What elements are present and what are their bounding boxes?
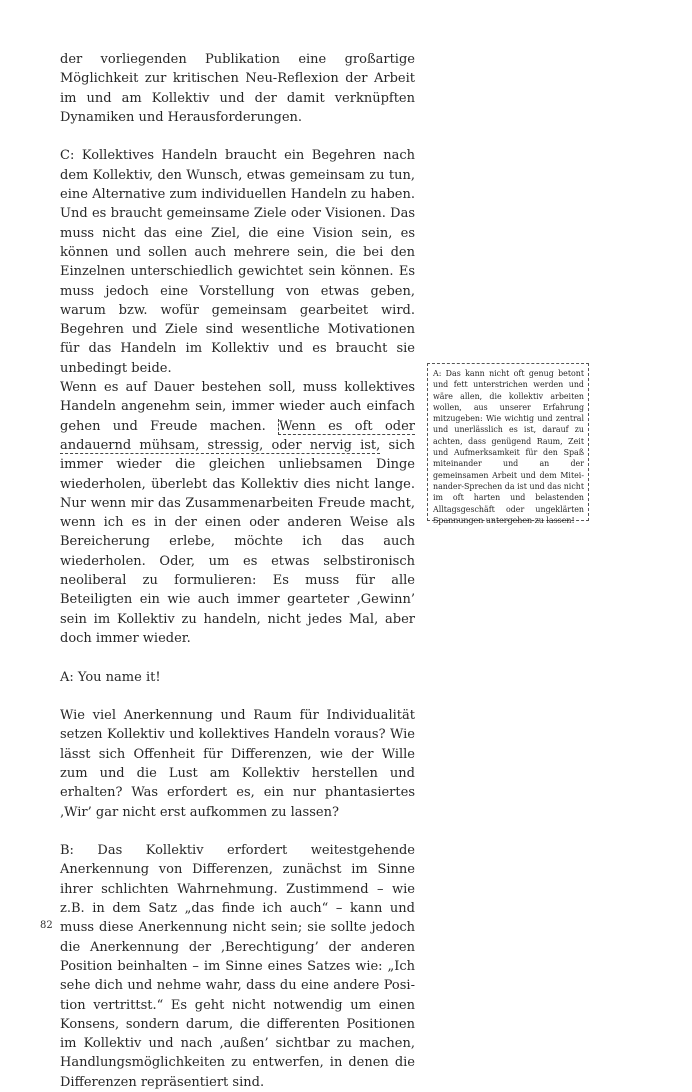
paragraph-intro-continuation: der vorliegenden Publikation eine großartige Möglichkeit zur kritischen Neu-Reflexion der Arbeit im und am Kollektiv und der damit verknüpften Dynamiken und Herausforderungen.: [60, 52, 415, 125]
paragraph-question: Wie viel Anerkennung und Raum für Individualität setzen Kollektiv und kollektives Handeln voraus? Wie lässt sich Offenheit für Differenzen, wie der Wille zum und die Lust am Kollektiv herstellen und erhalten? Was erfordert es, ein nur phantasiertes ‚Wir’ gar nicht erst aufkommen zu lassen?: [60, 708, 415, 820]
paragraph-gap: [60, 648, 415, 667]
paragraph-a-you-name-it: A: You name it!: [60, 669, 161, 685]
main-text-column: [60, 50, 415, 1092]
paragraph-text: Wenn es auf Dauer bestehen soll, muss kollektives Handeln angenehm sein, immer wieder auch einfach gehen und Freude machen.: [60, 380, 415, 434]
paragraph-gap: [60, 127, 415, 146]
margin-note: A: Das kann nicht oft genug betont und fett unterstrichen werden und wäre allen, die kollektiv arbeiten wollen, aus unserer Erfahrung mitzugeben: Wie wichtig und zentral und unerlässlich es ist, darauf zu achten, dass genügend Raum, Zeit und Aufmerksamkeit für den Spaß miteinander und an der gemeinsamen Arbeit und dem Miteinander-Sprechen da ist und das nicht im oft harten und belastenden Alltagsgeschäft oder ungeklärten Spannungen untergehen zu lassen!: [427, 363, 589, 521]
paragraph-gap: [60, 822, 415, 841]
paragraph-c-collective-action: C: Kollektives Handeln braucht ein Begehren nach dem Kollektiv, den Wunsch, etwas gemeinsam zu tun, eine Alternative zum individuellen Handeln zu haben. Und es braucht gemeinsame Ziele oder Visionen. Das muss nicht das eine Ziel, die eine Vision sein, es können und sollen auch mehrere sein, die bei den Einzelnen unterschiedlich gewichtet sein können. Es muss jedoch eine Vorstellung von etwas geben, warum bzw. wofür gemeinsam gearbeitet wird. Begehren und Ziele sind wesentliche Motivationen für das Handeln im Kollektiv und es braucht sie unbedingt beide.: [60, 148, 415, 376]
paragraph-text: sich immer wieder die gleichen unliebsamen Dinge wiederholen, überlebt das Kollektiv dies nicht lange. Nur wenn mir das Zusammenarbeiten Freude macht, wenn ich es in der einen oder anderen Weise als Bereicherung erlebe, möchte ich das auch wiederholen. Oder, um es etwas selbstironisch neoliberal zu formulieren: Es muss für alle Beteiligten ein wie auch immer gearteter ‚Gewinn’ sein im Kollektiv zu handeln, nicht jedes Mal, aber doch immer wieder.: [60, 437, 415, 646]
highlighted-passage: Wenn es oft oder andauernd mühsam, stressig, oder nervig ist,: [60, 418, 416, 453]
paragraph-joy-in-collective: [60, 378, 415, 648]
paragraph-b-recognition: B: Das Kollektiv erfordert weitestgehende Anerkennung von Differenzen, zunächst im Sinne ihrer schlichten Wahrnehmung. Zustimmend – wie z.B. in dem Satz „das finde ich auch“ – kann und muss diese Anerkennung nicht sein; sie sollte jedoch die Anerkennung der ‚Berechtigung’ der anderen Position beinhalten – im Sinne eines Satzes wie: „Ich sehe dich und nehme wahr, dass du eine andere Position vertrittst.“ Es geht nicht notwendig um einen Konsens, sondern darum, die differenten Positionen im Kollektiv und nach ‚außen’ sichtbar zu machen, Handlungsmöglichkeiten zu entwerfen, in denen die Differenzen repräsentiert sind.: [60, 843, 415, 1090]
paragraph-gap: [60, 687, 415, 706]
page-number: 82: [40, 920, 53, 931]
